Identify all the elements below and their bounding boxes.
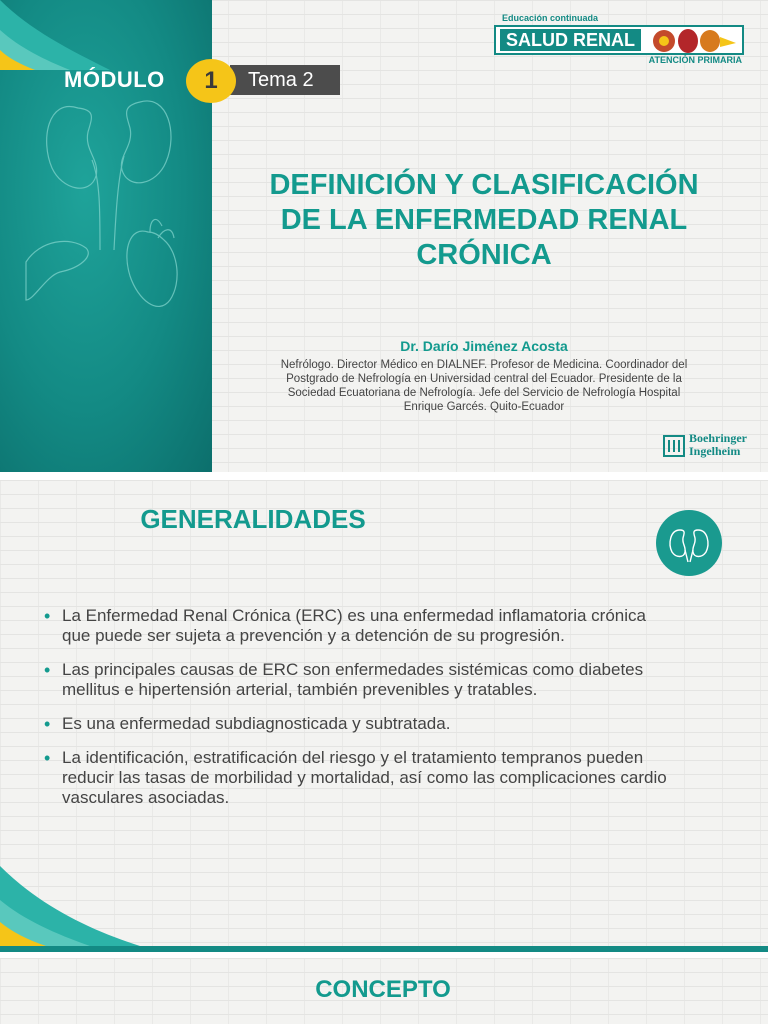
corner-stripes-decoration: [0, 866, 140, 946]
salud-renal-logo: [494, 13, 746, 65]
bullet-list: [44, 606, 744, 822]
corner-stripes-decoration: [0, 0, 212, 70]
author-name: Dr. Darío Jiménez Acosta: [400, 338, 568, 354]
bottom-bar: [0, 946, 768, 952]
module-number-badge: 1: [186, 59, 236, 103]
list-item: • Las principales causas de ERC son enfermedades sistémicas como diabetes mellitus e hipertensión arterial, también prevenibles y tratables.: [44, 660, 744, 700]
list-item: • La identificación, estratificación del riesgo y el tratamiento tempranos pueden reducir las tasas de morbilidad y mortalidad, así como las complicaciones cardio vasculares asociadas.: [44, 748, 744, 808]
topic-label: Tema 2: [230, 65, 340, 95]
presentation-title: DEFINICIÓN Y CLASIFICACIÓN DE LA ENFERMEDAD RENAL CRÓNICA: [269, 169, 699, 271]
organs-color-icon: [644, 23, 740, 57]
author-description: Nefrólogo. Director Médico en DIALNEF. Profesor de Medicina. Coordinador del Postgrado de Nefrología en Universidad central del Ecuador. Presidente de la Sociedad Ecuatoriana de Nefrología. Jefe del Servicio de Nefrología Hospital Enrique Garcés. Quito-Ecuador: [280, 359, 688, 413]
module-label: MÓDULO: [64, 67, 165, 92]
boehringer-ingelheim-logo: Boehringer Ingelheim: [662, 432, 747, 458]
slide-title: GENERALIDADES: [140, 504, 366, 534]
concepto-slide: [0, 958, 768, 1024]
boehringer-building-icon: [662, 432, 686, 458]
kidney-badge: [656, 510, 722, 576]
title-slide: [0, 0, 768, 472]
brand-tagline: Educación continuada: [502, 13, 599, 23]
kidney-icon: [656, 510, 722, 576]
generalidades-slide: [0, 480, 768, 952]
list-item: • Es una enfermedad subdiagnosticada y subtratada.: [44, 714, 744, 734]
brand-subtitle: ATENCIÓN PRIMARIA: [648, 55, 742, 65]
list-item: • La Enfermedad Renal Crónica (ERC) es una enfermedad inflamatoria crónica que puede ser sujeta a prevención y a detención de su progresión.: [44, 606, 744, 646]
slide-title: CONCEPTO: [315, 976, 451, 1003]
brand-name: SALUD RENAL: [500, 29, 641, 51]
